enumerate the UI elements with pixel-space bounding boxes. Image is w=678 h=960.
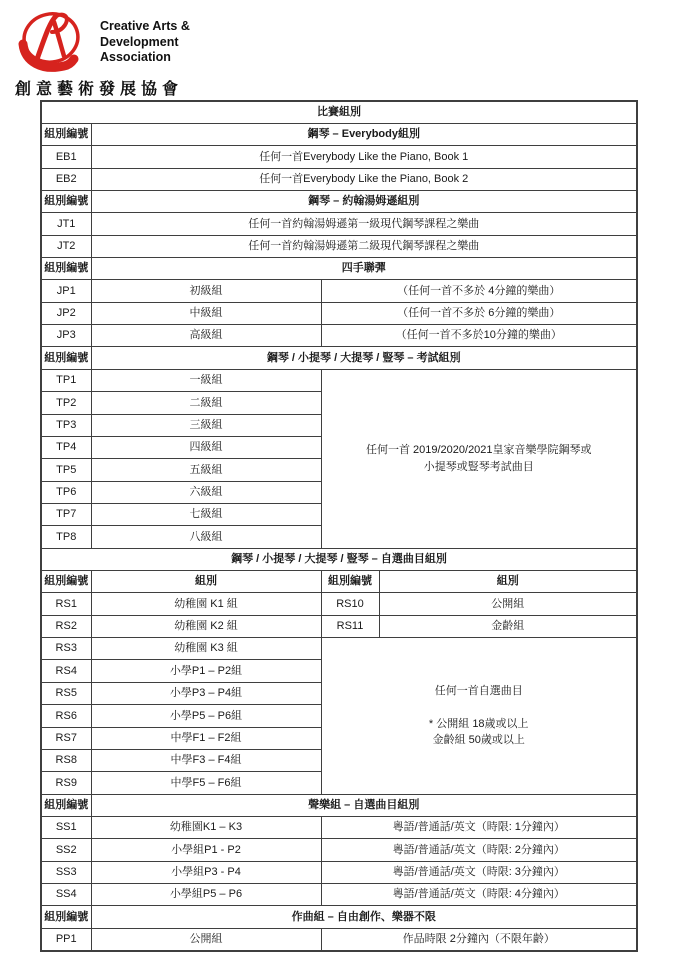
group-code-cell: RS1 (41, 593, 91, 615)
note-line: * 公開組 18歲或以上 (428, 717, 529, 730)
section-header-cell: 組別編號 (41, 347, 91, 369)
section-header-cell: 組別編號 (41, 190, 91, 212)
group-detail-cell: 中級組 (91, 302, 321, 324)
note-line (324, 699, 635, 716)
group-code-cell: SS2 (41, 839, 91, 861)
group-detail-cell: 五級組 (91, 459, 321, 481)
group-code-cell: TP7 (41, 503, 91, 525)
group-code-cell: JP2 (41, 302, 91, 324)
section-header-cell: 組別編號 (41, 123, 91, 145)
group-code-cell: JT1 (41, 213, 91, 235)
group-detail-cell: 二級組 (91, 392, 321, 414)
group-code-cell: RS2 (41, 615, 91, 637)
group-detail-cell: 中學F1 – F2組 (91, 727, 321, 749)
group-detail-cell: 粵語/普通話/英文（時限: 1分鐘內） (321, 817, 637, 839)
group-code-cell: TP8 (41, 526, 91, 548)
group-code-cell: RS9 (41, 772, 91, 794)
section-header-cell: 四手聯彈 (91, 258, 637, 280)
section-header-cell: 組別編號 (321, 571, 379, 593)
section-header-cell: 作曲組 – 自由創作、樂器不限 (91, 906, 637, 928)
group-detail-cell: 作品時限 2分鐘內（不限年齡） (321, 928, 637, 951)
group-detail-cell: 高級組 (91, 325, 321, 347)
org-name-en-line3: Association (100, 50, 171, 64)
group-code-cell: PP1 (41, 928, 91, 951)
org-name-en-line2: Development (100, 34, 179, 49)
section-header-cell: 聲樂組 – 自選曲目組別 (91, 794, 637, 816)
group-detail-cell: 小學P1 – P2組 (91, 660, 321, 682)
group-detail-cell: 粵語/普通話/英文（時限: 2分鐘內） (321, 839, 637, 861)
org-name-en (100, 19, 190, 66)
group-detail-cell: 任何一首Everybody Like the Piano, Book 1 (91, 146, 637, 168)
section-header-cell: 組別 (91, 571, 321, 593)
group-code-cell: TP4 (41, 436, 91, 458)
section-header-cell: 鋼琴 – 約翰湯姆遜組別 (91, 190, 637, 212)
group-detail-cell: 粵語/普通話/英文（時限: 3分鐘內） (321, 861, 637, 883)
group-code-cell: SS1 (41, 817, 91, 839)
group-detail-cell: 初級組 (91, 280, 321, 302)
cada-logo-icon (14, 8, 92, 76)
requirement-note-cell (321, 369, 637, 548)
group-detail-cell: （任何一首不多於10分鐘的樂曲） (321, 325, 637, 347)
table-title-cell: 比賽組別 (41, 101, 637, 123)
group-detail-cell: 一級組 (91, 369, 321, 391)
group-code-cell: EB1 (41, 146, 91, 168)
group-detail-cell: 中學F3 – F4組 (91, 749, 321, 771)
group-detail-cell: 公開組 (91, 928, 321, 951)
section-header-cell: 組別編號 (41, 258, 91, 280)
group-detail-cell: 公開組 (379, 593, 637, 615)
group-code-cell: TP5 (41, 459, 91, 481)
competition-groups-table (40, 100, 638, 952)
group-detail-cell: 任何一首約翰湯姆遜第一級現代鋼琴課程之樂曲 (91, 213, 637, 235)
group-detail-cell: 小學P5 – P6組 (91, 705, 321, 727)
org-name-en-line1: Creative Arts & (100, 19, 190, 33)
note-line: 任何一首自選曲目 (434, 684, 523, 697)
group-code-cell: JP3 (41, 325, 91, 347)
group-detail-cell: RS11 (321, 615, 379, 637)
group-detail-cell: 四級組 (91, 436, 321, 458)
group-code-cell: JP1 (41, 280, 91, 302)
group-detail-cell: （任何一首不多於 6分鐘的樂曲） (321, 302, 637, 324)
group-code-cell: TP3 (41, 414, 91, 436)
group-detail-cell: 八級組 (91, 526, 321, 548)
note-line: 任何一首 2019/2020/2021皇家音樂學院鋼琴或 (365, 444, 592, 457)
group-code-cell: TP6 (41, 481, 91, 503)
note-line: 小提琴或豎琴考試曲目 (423, 460, 534, 473)
group-detail-cell: 幼稚園K1 – K3 (91, 817, 321, 839)
group-code-cell: RS4 (41, 660, 91, 682)
group-detail-cell: 幼稚園 K1 組 (91, 593, 321, 615)
section-header-cell: 鋼琴 / 小提琴 / 大提琴 / 豎琴 – 考試組別 (91, 347, 637, 369)
section-header-cell: 鋼琴 / 小提琴 / 大提琴 / 豎琴 – 自選曲目組別 (41, 548, 637, 570)
group-detail-cell: 金齡組 (379, 615, 637, 637)
group-code-cell: RS7 (41, 727, 91, 749)
group-detail-cell: 任何一首約翰湯姆遜第二級現代鋼琴課程之樂曲 (91, 235, 637, 257)
section-header-cell: 鋼琴 – Everybody組別 (91, 123, 637, 145)
org-name-zh: 創意藝術發展協會 (15, 81, 184, 98)
group-detail-cell: 小學組P5 – P6 (91, 884, 321, 906)
group-detail-cell: 粵語/普通話/英文（時限: 4分鐘內） (321, 884, 637, 906)
brand-header (14, 6, 314, 98)
group-detail-cell: 小學組P1 - P2 (91, 839, 321, 861)
section-header-cell: 組別 (379, 571, 637, 593)
note-line: 金齡組 50歲或以上 (432, 734, 525, 747)
group-code-cell: SS3 (41, 861, 91, 883)
group-code-cell: RS5 (41, 682, 91, 704)
group-detail-cell: RS10 (321, 593, 379, 615)
group-detail-cell: 幼稚園 K3 組 (91, 638, 321, 660)
group-code-cell: SS4 (41, 884, 91, 906)
group-detail-cell: （任何一首不多於 4分鐘的樂曲） (321, 280, 637, 302)
group-detail-cell: 小學P3 – P4組 (91, 682, 321, 704)
group-code-cell: EB2 (41, 168, 91, 190)
group-detail-cell: 三級組 (91, 414, 321, 436)
section-header-cell: 組別編號 (41, 794, 91, 816)
group-code-cell: RS3 (41, 638, 91, 660)
section-header-cell: 組別編號 (41, 571, 91, 593)
group-detail-cell: 任何一首Everybody Like the Piano, Book 2 (91, 168, 637, 190)
group-detail-cell: 七級組 (91, 503, 321, 525)
group-code-cell: RS8 (41, 749, 91, 771)
group-detail-cell: 小學組P3 - P4 (91, 861, 321, 883)
group-detail-cell: 中學F5 – F6組 (91, 772, 321, 794)
group-code-cell: RS6 (41, 705, 91, 727)
group-detail-cell: 幼稚園 K2 組 (91, 615, 321, 637)
section-header-cell: 組別編號 (41, 906, 91, 928)
group-code-cell: TP2 (41, 392, 91, 414)
group-detail-cell: 六級組 (91, 481, 321, 503)
requirement-note-cell (321, 638, 637, 795)
group-code-cell: TP1 (41, 369, 91, 391)
group-code-cell: JT2 (41, 235, 91, 257)
